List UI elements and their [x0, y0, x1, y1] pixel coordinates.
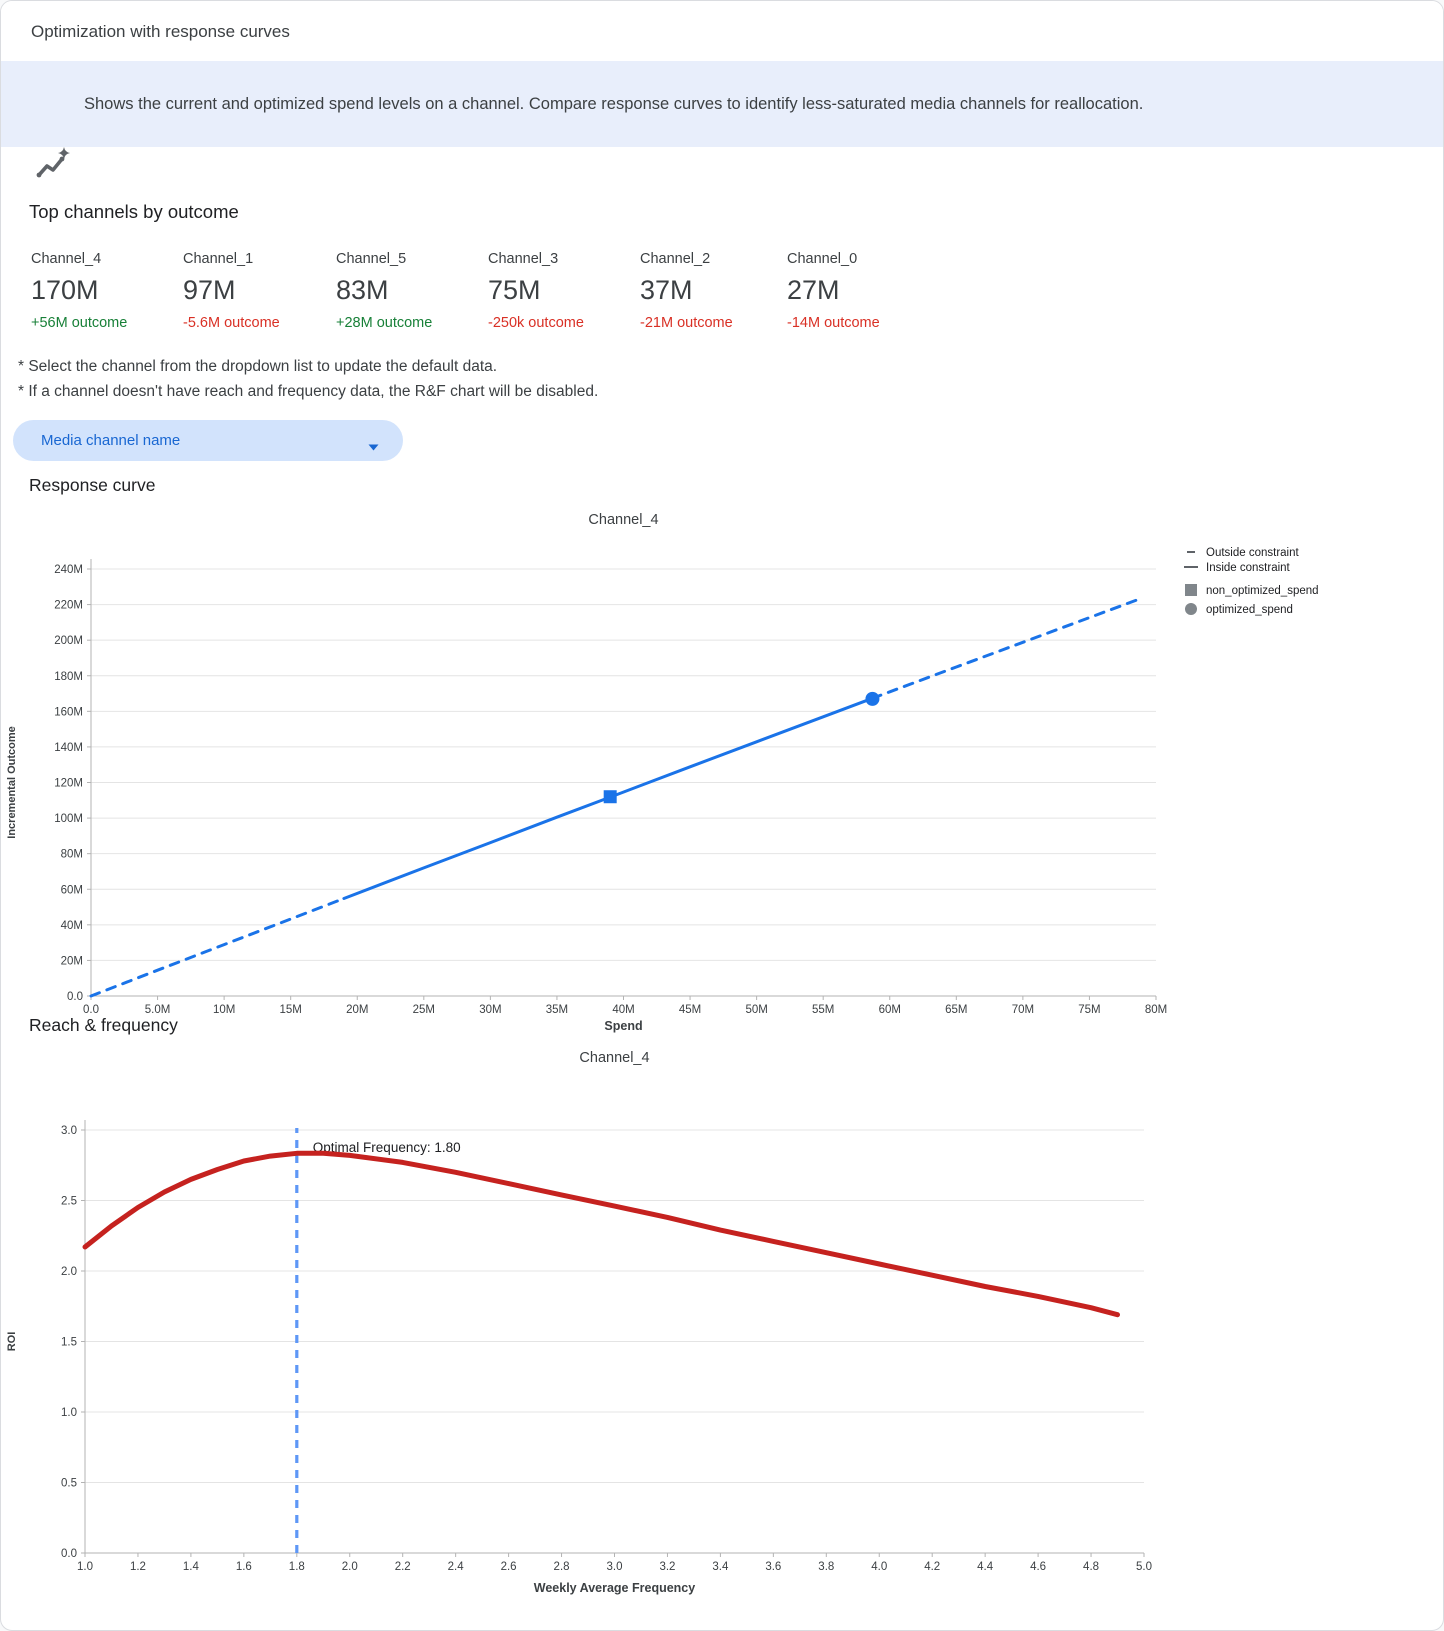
svg-text:1.2: 1.2 — [129, 1561, 146, 1573]
svg-text:20M: 20M — [346, 1004, 369, 1016]
svg-text:optimized_spend: optimized_spend — [1206, 604, 1293, 616]
svg-text:2.8: 2.8 — [553, 1561, 570, 1573]
reach-frequency-chart — [1, 1041, 1444, 1603]
page-title: Optimization with response curves — [31, 22, 290, 41]
svg-text:240M: 240M — [54, 564, 83, 576]
footnote-rf: * If a channel doesn't have reach and frequency data, the R&F chart will be disabled. — [18, 383, 599, 400]
channel-delta: -250k outcome — [488, 315, 584, 331]
svg-text:220M: 220M — [54, 599, 83, 612]
svg-text:120M: 120M — [54, 777, 83, 790]
svg-text:Channel_4: Channel_4 — [579, 1050, 650, 1066]
svg-text:4.6: 4.6 — [1030, 1561, 1047, 1573]
response-curve-heading: Response curve — [29, 475, 156, 495]
svg-text:20M: 20M — [60, 955, 83, 968]
svg-text:1.8: 1.8 — [288, 1561, 305, 1573]
card-titlebar — [1, 1, 1443, 61]
svg-text:3.0: 3.0 — [61, 1125, 77, 1137]
channel-name: Channel_4 — [31, 251, 102, 267]
channel-value: 83M — [336, 275, 389, 305]
svg-text:5.0: 5.0 — [1136, 1561, 1152, 1573]
svg-text:non_optimized_spend: non_optimized_spend — [1206, 585, 1319, 597]
svg-text:140M: 140M — [54, 741, 83, 754]
insights-icon — [33, 146, 71, 189]
banner-text: Shows the current and optimized spend levels on a channel. Compare response curves to identify less-saturated media channels for reallocation. — [84, 94, 1144, 113]
svg-text:1.5: 1.5 — [61, 1336, 77, 1349]
svg-text:2.0: 2.0 — [61, 1266, 77, 1278]
svg-text:40M: 40M — [612, 1004, 635, 1016]
svg-text:15M: 15M — [279, 1004, 302, 1016]
response-curve-chart — [1, 506, 1444, 1034]
channel-value: 97M — [183, 275, 236, 305]
svg-text:160M: 160M — [54, 706, 83, 719]
chevron-down-icon — [368, 438, 379, 456]
channel-delta: -5.6M outcome — [183, 315, 280, 331]
svg-text:60M: 60M — [878, 1004, 901, 1016]
svg-text:65M: 65M — [945, 1004, 968, 1016]
svg-text:180M: 180M — [54, 670, 83, 683]
svg-text:80M: 80M — [60, 848, 83, 861]
svg-text:1.0: 1.0 — [61, 1407, 77, 1419]
svg-text:2.5: 2.5 — [61, 1195, 77, 1208]
reach-frequency-heading: Reach & frequency — [29, 1015, 178, 1035]
svg-text:75M: 75M — [1078, 1004, 1101, 1016]
svg-text:30M: 30M — [479, 1004, 502, 1016]
svg-text:70M: 70M — [1011, 1004, 1035, 1016]
svg-text:Optimal Frequency: 1.80: Optimal Frequency: 1.80 — [312, 1140, 461, 1155]
channel-stat — [640, 251, 790, 331]
svg-text:100M: 100M — [54, 813, 83, 826]
svg-text:2.6: 2.6 — [500, 1561, 517, 1573]
channel-stat — [31, 251, 181, 331]
media-channel-dropdown[interactable] — [13, 420, 403, 461]
svg-text:60M: 60M — [60, 884, 83, 897]
info-banner — [1, 61, 1443, 147]
channel-name: Channel_3 — [488, 251, 559, 267]
svg-text:Channel_4: Channel_4 — [588, 512, 659, 528]
channel-stat — [787, 251, 937, 331]
channel-name: Channel_5 — [336, 251, 407, 267]
svg-text:200M: 200M — [54, 635, 83, 648]
footnote-dropdown: * Select the channel from the dropdown list to update the default data. — [18, 358, 498, 375]
channel-delta: -21M outcome — [640, 315, 733, 331]
top-channels-heading: Top channels by outcome — [29, 201, 239, 222]
channel-name: Channel_2 — [640, 251, 711, 267]
svg-text:0.5: 0.5 — [61, 1477, 77, 1490]
svg-text:3.2: 3.2 — [659, 1561, 676, 1573]
channel-value: 170M — [31, 275, 99, 305]
svg-text:45M: 45M — [678, 1004, 702, 1016]
svg-text:25M: 25M — [412, 1004, 435, 1016]
svg-text:1.6: 1.6 — [235, 1561, 252, 1573]
channel-delta: +28M outcome — [336, 315, 433, 331]
svg-text:10M: 10M — [212, 1004, 236, 1016]
channel-value: 37M — [640, 275, 693, 305]
svg-text:0.0: 0.0 — [61, 1548, 77, 1560]
svg-text:Weekly Average Frequency: Weekly Average Frequency — [533, 1581, 696, 1595]
svg-text:1.4: 1.4 — [182, 1561, 199, 1573]
svg-text:1.0: 1.0 — [77, 1561, 93, 1573]
media-channel-dropdown-label: Media channel name — [41, 432, 181, 449]
svg-text:3.4: 3.4 — [712, 1561, 729, 1573]
svg-text:2.4: 2.4 — [447, 1561, 464, 1573]
svg-text:50M: 50M — [745, 1004, 768, 1016]
svg-text:Incremental Outcome: Incremental Outcome — [6, 726, 18, 839]
svg-text:3.8: 3.8 — [818, 1561, 835, 1573]
svg-text:0.0: 0.0 — [83, 1004, 99, 1016]
channel-value: 75M — [488, 275, 541, 305]
svg-text:Spend: Spend — [604, 1019, 643, 1033]
svg-text:3.0: 3.0 — [606, 1561, 623, 1573]
svg-text:55M: 55M — [812, 1004, 835, 1016]
channel-name: Channel_1 — [183, 251, 254, 267]
channel-stat — [183, 251, 333, 331]
svg-text:4.0: 4.0 — [871, 1561, 888, 1573]
channel-delta: +56M outcome — [31, 315, 128, 331]
channel-delta: -14M outcome — [787, 315, 880, 331]
svg-text:Outside constraint: Outside constraint — [1206, 547, 1299, 559]
svg-text:35M: 35M — [545, 1004, 569, 1016]
svg-text:80M: 80M — [1144, 1004, 1168, 1016]
channel-name: Channel_0 — [787, 251, 858, 267]
channel-stat — [488, 251, 638, 331]
channel-value: 27M — [787, 275, 840, 305]
channel-stat — [336, 251, 486, 331]
svg-text:40M: 40M — [60, 919, 83, 932]
svg-text:4.8: 4.8 — [1083, 1561, 1100, 1573]
svg-text:ROI: ROI — [6, 1331, 18, 1352]
svg-text:4.4: 4.4 — [977, 1561, 994, 1573]
svg-text:3.6: 3.6 — [765, 1561, 782, 1573]
svg-text:5.0M: 5.0M — [144, 1004, 171, 1016]
svg-text:4.2: 4.2 — [924, 1561, 941, 1573]
svg-text:0.0: 0.0 — [67, 991, 83, 1003]
svg-text:Inside constraint: Inside constraint — [1206, 562, 1290, 574]
svg-text:2.0: 2.0 — [341, 1561, 358, 1573]
svg-text:2.2: 2.2 — [394, 1561, 411, 1573]
